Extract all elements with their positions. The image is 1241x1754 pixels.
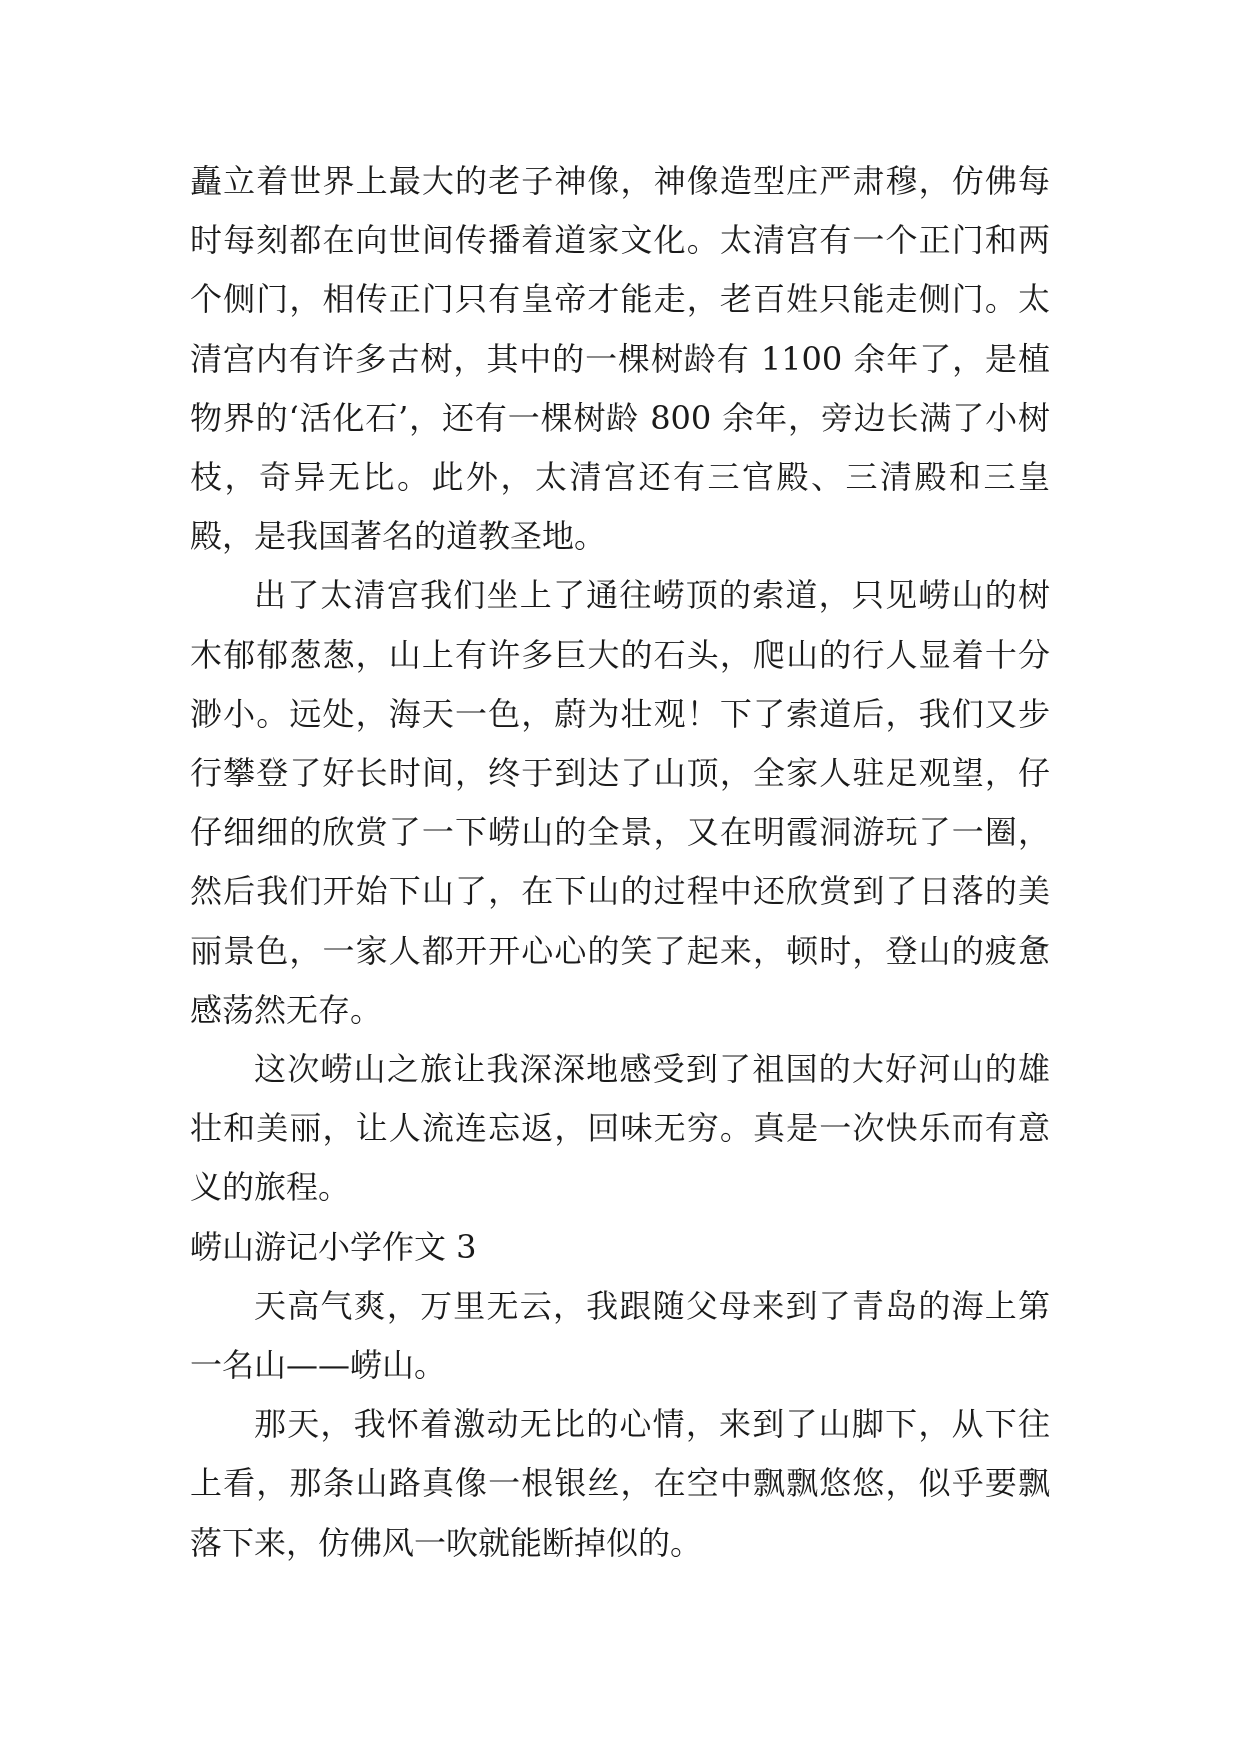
paragraph-arrival: 天高气爽，万里无云，我跟随父母来到了青岛的海上第一名山——崂山。: [190, 1286, 1050, 1385]
paragraph-laozi-statue: 矗立着世界上最大的老子神像，神像造型庄严肃穆，仿佛每时每刻都在向世间传播着道家文化。太清宫有一个正门和两个侧门，相传正门只有皇帝才能走，老百姓只能走侧门。太清宫内有许多古树，其中的一棵树龄有 1100 余年了，是植物界的‘活化石’，还有一棵树龄 800 余年，旁边长满了小树枝，奇异无比。此外，太清宫还有三官殿、三清殿和三皇殿，是我国著名的道教圣地。: [190, 162, 1050, 556]
paragraph-cableway-summit: 出了太清宫我们坐上了通往崂顶的索道，只见崂山的树木郁郁葱葱，山上有许多巨大的石头，爬山的行人显着十分渺小。远处，海天一色，蔚为壮观！下了索道后，我们又步行攀登了好长时间，终于到达了山顶，全家人驻足观望，仔仔细细的欣赏了一下崂山的全景，又在明霞洞游玩了一圈，然后我们开始下山了，在下山的过程中还欣赏到了日落的美丽景色，一家人都开开心心的笑了起来，顿时，登山的疲惫感荡然无存。: [190, 576, 1050, 1029]
essay-title: 崂山游记小学作文 3: [190, 1227, 477, 1266]
paragraph-mountain-path: 那天，我怀着激动无比的心情，来到了山脚下，从下往上看，那条山路真像一根银丝，在空中飘飘悠悠，似乎要飘落下来，仿佛风一吹就能断掉似的。: [190, 1405, 1050, 1562]
document-body: [190, 152, 1050, 1573]
paragraph-trip-reflection: 这次崂山之旅让我深深地感受到了祖国的大好河山的雄壮和美丽，让人流连忘返，回味无穷。真是一次快乐而有意义的旅程。: [190, 1050, 1050, 1207]
